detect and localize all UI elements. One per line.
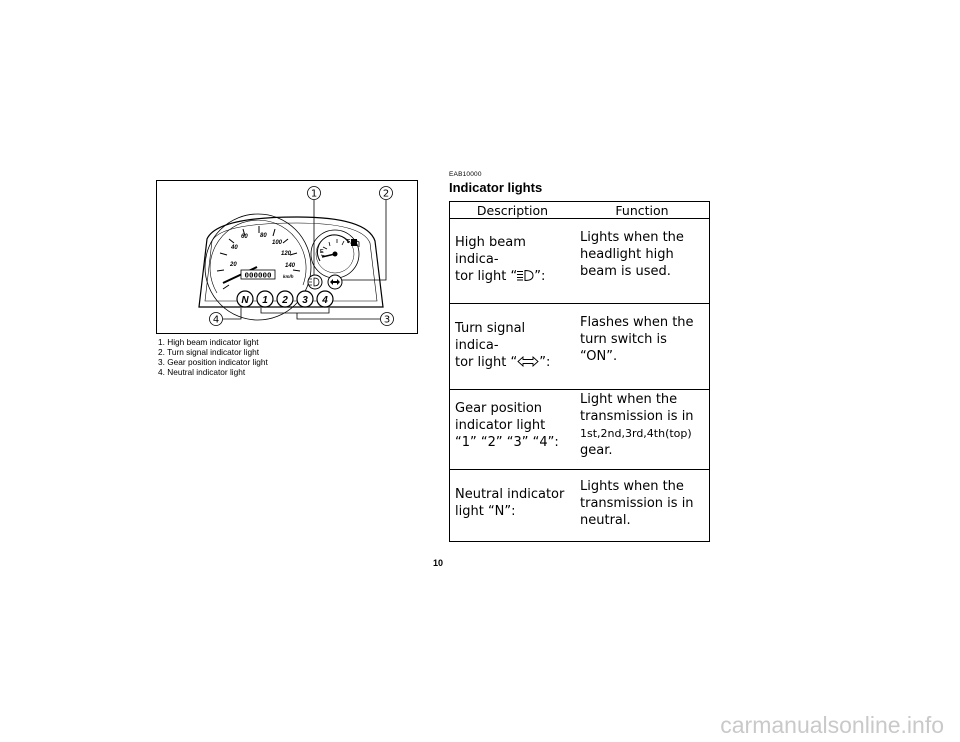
svg-text:2: 2	[282, 295, 288, 306]
row-description	[450, 470, 576, 542]
description-line: Neutral indicator	[455, 487, 565, 502]
svg-text:4: 4	[322, 295, 328, 306]
function-line: transmission is in	[580, 496, 694, 511]
svg-text:2: 2	[382, 188, 390, 200]
table-row	[450, 304, 710, 390]
row-description	[450, 304, 576, 390]
callout-2	[380, 187, 393, 200]
description-line: ”:	[539, 355, 551, 370]
function-line: Flashes when the	[580, 315, 694, 330]
section-title: Indicator lights	[449, 180, 543, 195]
speed-label-100: 100	[272, 240, 283, 246]
svg-text:4: 4	[212, 314, 220, 326]
speedometer-gauge-icon	[205, 214, 311, 320]
function-line: beam is used.	[580, 264, 671, 279]
function-line: Light when the	[580, 392, 678, 407]
speed-label-80: 80	[260, 233, 267, 239]
function-line: neutral.	[580, 513, 631, 528]
table-row	[450, 470, 710, 542]
fuel-label-e: E	[320, 249, 324, 255]
function-line: “ON”.	[580, 349, 618, 364]
gear-indicator-3	[297, 291, 313, 307]
description-line: “1” “2” “3” “4”:	[455, 435, 559, 450]
callout-3	[381, 313, 394, 326]
instrument-panel-illustration	[157, 181, 419, 335]
description-line: ”:	[534, 269, 546, 284]
row-description	[450, 219, 576, 304]
svg-text:3: 3	[302, 295, 308, 306]
svg-text:1: 1	[262, 295, 268, 306]
description-line: Turn signal indica-	[455, 321, 526, 353]
page-number: 10	[432, 558, 443, 568]
caption-2: 2. Turn signal indicator light	[158, 347, 260, 357]
table-header-row	[450, 202, 710, 219]
function-line: turn switch is	[580, 332, 667, 347]
description-line: High beam indica-	[455, 235, 526, 267]
description-line: tor light “	[455, 355, 518, 370]
function-line: headlight high	[580, 247, 674, 262]
gear-indicator-n	[237, 291, 253, 307]
speed-label-60: 60	[241, 234, 248, 240]
caption-3: 3. Gear position indicator light	[158, 357, 268, 367]
header-description: Description	[450, 202, 576, 219]
indicator-table	[449, 201, 710, 542]
callout-1	[308, 187, 321, 200]
gear-indicator-4	[317, 291, 333, 307]
description-line: indicator light	[455, 418, 546, 433]
function-line: gear.	[580, 443, 613, 458]
svg-text:3: 3	[383, 314, 391, 326]
function-line: transmission is in	[580, 409, 694, 424]
callout-4	[210, 313, 223, 326]
speed-label-20: 20	[230, 262, 237, 268]
figure-captions	[158, 337, 268, 377]
svg-text:N: N	[241, 295, 249, 306]
speed-label-40: 40	[231, 245, 238, 251]
fuel-label-f: F	[347, 239, 351, 245]
gear-indicator-1	[257, 291, 273, 307]
function-line: Lights when the	[580, 479, 684, 494]
fuel-gauge-icon	[311, 230, 359, 278]
speed-unit: km/h	[283, 274, 294, 279]
description-line: tor light “	[455, 269, 518, 284]
table-row	[450, 390, 710, 470]
row-function	[575, 304, 710, 390]
function-line: Lights when the	[580, 230, 684, 245]
gear-indicator-2	[277, 291, 293, 307]
row-function	[575, 219, 710, 304]
turn-signal-icon	[517, 356, 539, 367]
high-beam-icon	[517, 270, 534, 281]
header-function: Function	[575, 202, 710, 219]
row-function	[575, 470, 710, 542]
function-line: 1st,2nd,3rd,4th(top)	[580, 427, 692, 440]
speed-label-120: 120	[281, 251, 292, 257]
description-line: Gear position	[455, 401, 543, 416]
row-function	[575, 390, 710, 470]
caption-4: 4. Neutral indicator light	[158, 367, 246, 377]
odometer: 000000	[244, 272, 272, 281]
svg-text:1: 1	[310, 188, 318, 200]
high-beam-icon	[308, 275, 322, 289]
watermark: carmanualsonline.info	[720, 712, 944, 738]
speed-label-140: 140	[285, 263, 296, 269]
caption-1: 1. High beam indicator light	[158, 337, 259, 347]
table-row	[450, 219, 710, 304]
section-code: EAB10000	[449, 171, 482, 178]
row-description	[450, 390, 576, 470]
turn-signal-icon	[328, 275, 342, 289]
instrument-panel-figure	[156, 180, 418, 334]
description-line: light “N”:	[455, 504, 516, 519]
